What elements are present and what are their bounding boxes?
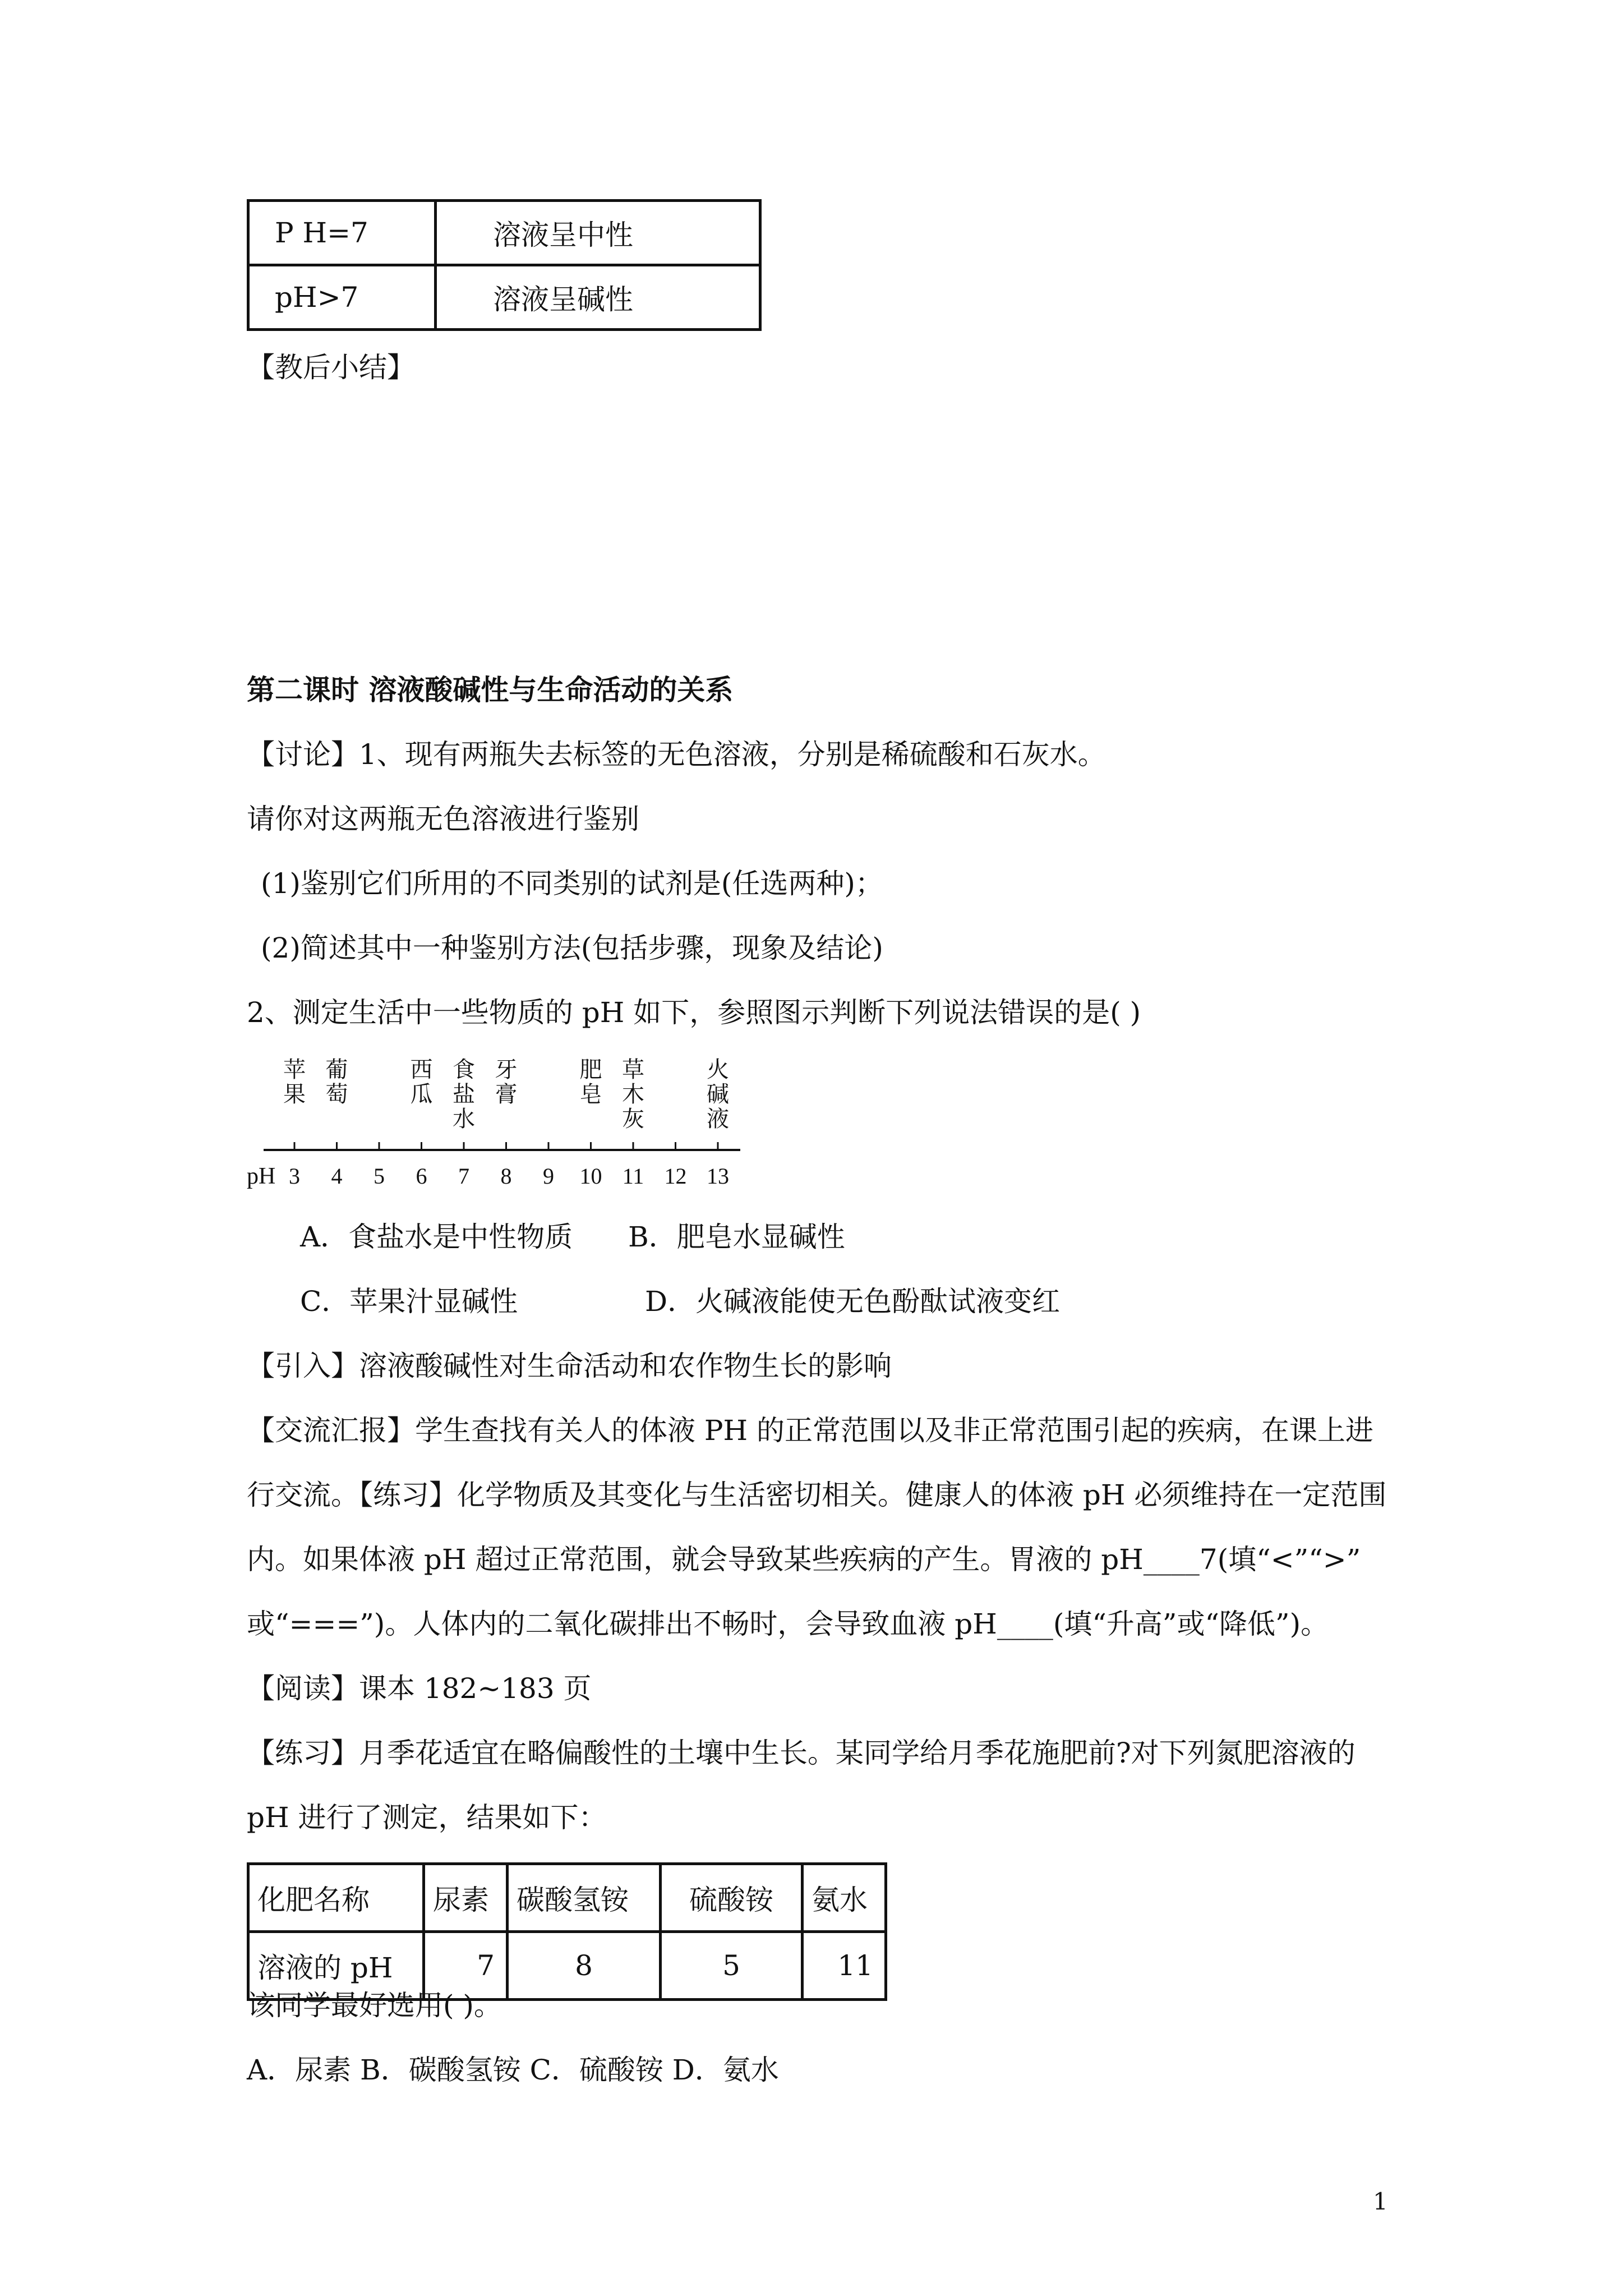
table-cell: 5 — [661, 1932, 803, 2000]
exchange-line: 或“===”)。人体内的二氧化碳排出不畅时，会导致血液 pH____(填“升高”或“降低”)。 — [247, 1608, 1329, 1640]
summary-heading: 【教后小结】 — [247, 351, 415, 384]
table-header-cell: 化肥名称 — [248, 1864, 424, 1932]
practice-line: 【练习】月季花适宜在略偏酸性的土壤中生长。某同学给月季花施肥前?对下列氮肥溶液的 — [247, 1737, 1355, 1769]
fertilizer-ph-table — [247, 1862, 887, 2001]
table-cell: pH>7 — [248, 265, 436, 330]
discussion-line: 请你对这两瓶无色溶液进行鉴别 — [247, 803, 639, 835]
intro-line: 【引入】溶液酸碱性对生命活动和农作物生长的影响 — [247, 1350, 892, 1382]
practice-line: pH 进行了测定，结果如下： — [247, 1801, 607, 1834]
question-stem: 2、测定生活中一些物质的 pH 如下，参照图示判断下列说法错误的是( ) — [247, 996, 1141, 1029]
table-header-cell: 碳酸氢铵 — [508, 1864, 661, 1932]
table-cell: 11 — [803, 1932, 886, 2000]
table-cell: 7 — [424, 1932, 508, 2000]
substance-label: 火碱液 — [707, 1057, 729, 1132]
discussion-line: (2)简述其中一种鉴别方法(包括步骤，现象及结论) — [261, 932, 883, 964]
choose-options: A．尿素 B．碳酸氢铵 C．硫酸铵 D．氨水 — [247, 2054, 779, 2086]
exchange-line: 内。如果体液 pH 超过正常范围，就会导致某些疾病的产生。胃液的 pH____7(填“<”“>” — [247, 1543, 1361, 1576]
substance-label: 牙膏 — [495, 1057, 518, 1107]
ph-tick-label: 3 — [289, 1163, 300, 1189]
ph-tick-label: 4 — [331, 1163, 343, 1189]
ph-axis-label: pH — [247, 1163, 276, 1189]
ph-neutrality-table — [247, 199, 762, 331]
ph-tick-label: 10 — [579, 1163, 602, 1189]
option-a: A．食盐水是中性物质 — [300, 1221, 573, 1253]
table-header-cell: 硫酸铵 — [661, 1864, 803, 1932]
option-d: D．火碱液能使无色酚酞试液变红 — [645, 1285, 1061, 1318]
substance-label: 食盐水 — [453, 1057, 475, 1132]
substance-label: 葡萄 — [325, 1057, 348, 1107]
table-row — [248, 265, 760, 330]
substance-label: 草木灰 — [622, 1057, 644, 1132]
table-header-cell: 尿素 — [424, 1864, 508, 1932]
reading-line: 【阅读】课本 182~183 页 — [247, 1672, 592, 1705]
discussion-line: (1)鉴别它们所用的不同类别的试剂是(任选两种)； — [261, 867, 883, 900]
discussion-line: 【讨论】1、现有两瓶失去标签的无色溶液，分别是稀硫酸和石灰水。 — [247, 738, 1106, 771]
table-header-cell: 氨水 — [803, 1864, 886, 1932]
ph-tick-label: 5 — [374, 1163, 385, 1189]
ph-tick-label: 13 — [707, 1163, 729, 1189]
option-b: B．肥皂水显碱性 — [628, 1221, 845, 1253]
table-cell: 溶液呈碱性 — [436, 265, 760, 330]
ph-tick-label: 7 — [458, 1163, 469, 1189]
ph-tick-label: 9 — [543, 1163, 554, 1189]
substance-label: 西瓜 — [410, 1057, 433, 1107]
table-cell: P H=7 — [248, 201, 436, 265]
lesson-title: 第二课时 溶液酸碱性与生命活动的关系 — [247, 673, 734, 706]
table-cell: 溶液呈中性 — [436, 201, 760, 265]
substance-label: 苹果 — [283, 1057, 306, 1107]
table-cell: 溶液的 pH — [248, 1932, 424, 2000]
ph-tick-label: 8 — [500, 1163, 512, 1189]
table-row — [248, 1864, 886, 1932]
exchange-line: 行交流。【练习】化学物质及其变化与生活密切相关。健康人的体液 pH 必须维持在一定范围 — [247, 1479, 1387, 1511]
ph-scale-figure — [241, 1055, 757, 1206]
ph-tick-label: 6 — [416, 1163, 427, 1189]
table-row — [248, 201, 760, 265]
ph-tick-label: 12 — [664, 1163, 687, 1189]
exchange-line: 【交流汇报】学生查找有关人的体液 PH 的正常范围以及非正常范围引起的疾病，在课上进 — [247, 1414, 1374, 1447]
ph-tick-label: 11 — [622, 1163, 644, 1189]
substance-label: 肥皂 — [579, 1057, 602, 1107]
choose-stem: 该同学最好选用( )。 — [247, 1989, 502, 2022]
option-c: C．苹果汁显碱性 — [300, 1285, 518, 1318]
page-number: 1 — [1373, 2188, 1388, 2215]
table-cell: 8 — [508, 1932, 661, 2000]
